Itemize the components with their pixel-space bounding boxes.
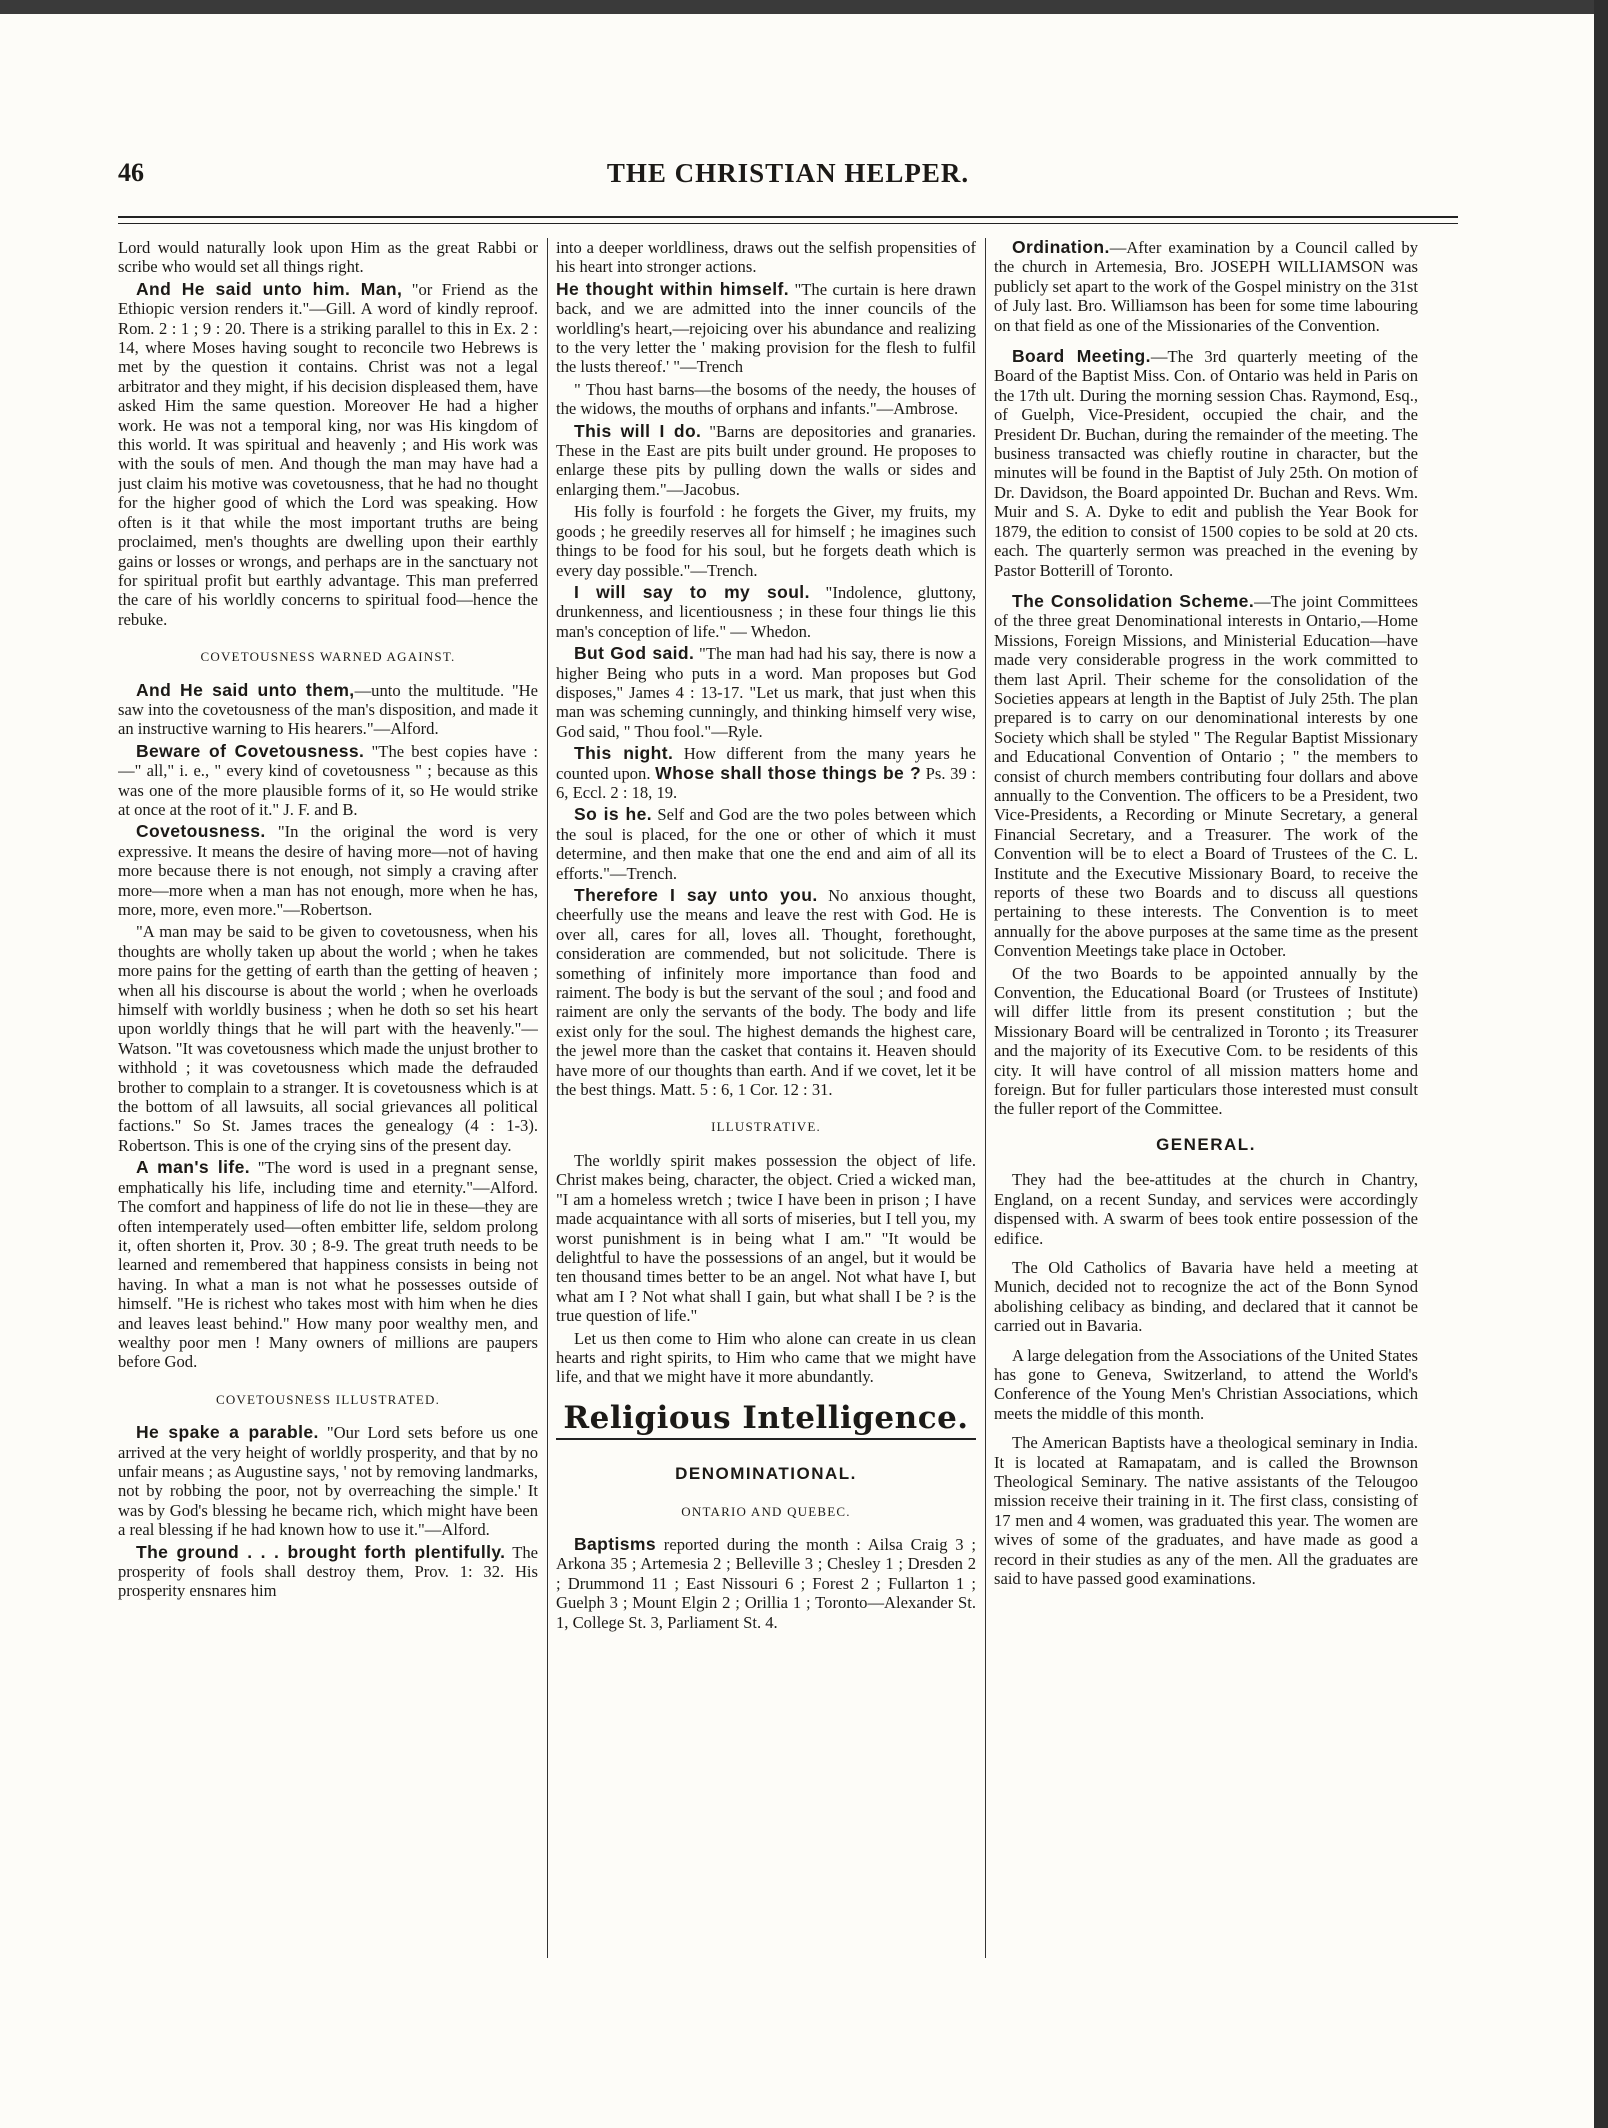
- paragraph: [556, 1535, 976, 1632]
- paragraph-lead: So is he.: [574, 804, 653, 825]
- section-heading: COVETOUSNESS ILLUSTRATED.: [215, 1391, 441, 1407]
- paragraph: The worldly spirit makes possession the object of life. Christ makes being, character, the object. Cried a wicked man, "I am a homeless wretch ; twice I have been in prison ; I have made acquaintance with all sorts of miseries, but I tell you, my worst punishment is in being what I am." "It would be delightful to have the possessions of an angel, but it would be ten thousand times better to be an angel. Not what have I, but what am I ? Not what shall I gain, but what shall I be ? is the true question of life.": [556, 1150, 976, 1326]
- paragraph: [118, 1158, 538, 1371]
- paragraph-text: No anxious thought, cheerfully use the means and leave the rest with God. He is over all, cares for all, loves all. Thought, forethought, consideration are commended, but not solicitude. There is something of infinitely more importance than food and raiment. The body is but the servant of the soul ; and food and raiment are only the servants of the body. The body and life exist only for the soul. The highest demands the highest care, the jewel more than the casket that contains it. Heaven should have more of our thoughts than earth. And if we covet, let it be the best things. Matt. 5 : 6, 1 Cor. 12 : 31.: [556, 886, 976, 1100]
- paragraph: [118, 681, 538, 739]
- paragraph-text: Ps. 39 : 6, Eccl. 2 : 18, 19.: [556, 763, 976, 802]
- paragraph: [118, 280, 538, 629]
- paragraph-lead: Beware of Covetousness.: [136, 740, 365, 761]
- paragraph: [556, 744, 976, 802]
- paragraph-lead: He thought within himself.: [556, 278, 790, 299]
- paragraph: Let us then come to Him who alone can create in us clean hearts and right spirits, to Him who came that we might have life, and that we might have it more abundantly.: [556, 1328, 976, 1387]
- paragraph-text: —The 3rd quarterly meeting of the Board of the Baptist Miss. Con. of Ontario was held in Paris on the 17th ult. During the morning session Chas. Raymond, Esq., of Guelph, Vice-President, occupied the chair, and the President Dr. Buchan, during the remainder of the meeting. The business transacted was chiefly routine in character, but the minutes will be found in the Baptist of July 25th. On motion of Dr. Davidson, the Board appointed Dr. Buchan and Revs. Wm. Muir and S. A. Dyke to edit and publish the Year Book for 1879, the edition to consist of 1500 copies to be sold at 20 cts. each. The quarterly sermon was preached in the evening by Pastor Botterill of Toronto.: [994, 347, 1418, 580]
- paragraph: [994, 347, 1418, 580]
- denominational-heading: DENOMINATIONAL.: [675, 1464, 857, 1484]
- paragraph: Lord would naturally look upon Him as the great Rabbi or scribe who would set all things right.: [118, 238, 538, 277]
- paragraph-text: "Our Lord sets before us one arrived at the very height of worldly prosperity, and that by no unfair means ; as Augustine says, ' not by removing landmarks, not by robbing the poor, not by overreaching the simple.' It was by God's blessing he became rich, which might have been a real blessing if he had known how to use it."—Alford.: [118, 1423, 538, 1540]
- paragraph: [556, 886, 976, 1099]
- paragraph: [556, 280, 976, 377]
- paragraph-lead: Baptisms: [574, 1533, 656, 1554]
- scan-right-edge: [1594, 0, 1608, 2128]
- paragraph-lead: The Consolidation Scheme.: [1012, 590, 1255, 611]
- paragraph: "A man may be said to be given to covetousness, when his thoughts are wholly taken up about the world ; when he takes more pains for the getting of earth than the getting of heaven ; when all his discourse is about the world ; when he overloads himself with worldly business ; when he doth so set his heart upon worldly things that he will part with the heavenly."—Watson. "It was covetousness which made the unjust brother to withhold ; it was covetousness which made the defrauded brother to complain to a stranger. It is covetousness which is at the bottom of all lawsuits, all social grievances all political factions." So St. James traces the genealogy (4 : 1-3). Robertson. This is one of the crying sins of the present day.: [118, 922, 538, 1155]
- paragraph-text: "The curtain is here drawn back, and we are admitted into the inner councils of the worldling's heart,—rejoicing over his abundance and realizing to the very letter the ' making provision for the flesh to fulfil the lusts thereof.' "—Trench: [556, 279, 976, 377]
- paragraph: [556, 644, 976, 741]
- paragraph: [994, 238, 1418, 335]
- paragraph: They had the bee-attitudes at the church in Chantry, England, on a recent Sunday, and services were accordingly dispensed with. A swarm of bees took entire possession of the edifice.: [994, 1170, 1418, 1248]
- paragraph: [118, 822, 538, 919]
- paragraph-text: Self and God are the two poles between which the soul is placed, for the one or other of which it must determine, and then make that one the end and aim of all its efforts."—Trench.: [556, 805, 976, 883]
- paragraph-lead: I will say to my soul.: [574, 581, 810, 602]
- paragraph: His folly is fourfold : he forgets the Giver, my fruits, my goods ; he greedily reserves all for himself ; he imagines such things to be food for his soul, but he forgets death which is every day possible."—Trench.: [556, 502, 976, 580]
- section-heading: COVETOUSNESS WARNED AGAINST.: [200, 649, 456, 665]
- paragraph-lead: And He said unto him. Man,: [136, 278, 403, 299]
- section-heading: ILLUSTRATIVE.: [711, 1119, 821, 1135]
- section-rule: [556, 1438, 976, 1440]
- paragraph: [994, 592, 1418, 961]
- paragraph-text: "Indolence, gluttony, drunkenness, and licentiousness ; in these four things lie this man's conception of life." — Whedon.: [556, 582, 976, 641]
- running-title: THE CHRISTIAN HELPER.: [606, 158, 970, 188]
- column-3: [994, 238, 1418, 1978]
- paragraph-lead: Therefore I say unto you.: [574, 885, 818, 905]
- column-1: [118, 238, 538, 1978]
- paragraph: The Old Catholics of Bavaria have held a meeting at Munich, decided not to recognize the act of the Bonn Synod abolishing celibacy as binding, and declared that it cannot be carried out in Bavaria.: [994, 1257, 1418, 1336]
- paragraph: Of the two Boards to be appointed annually by the Convention, the Educational Board (or Trustees of Institute) will differ little from its present constitution ; but the Missionary Board will be centralized in Toronto ; its Treasurer and the majority of its Executive Com. to be residents of this city. It will have control of all mission matters home and foreign. But for fuller particulars those interested must consult the fuller report of the Committee.: [994, 963, 1418, 1119]
- religious-intelligence-heading: Religious Intelligence.: [563, 1399, 969, 1436]
- paragraph-text: "or Friend as the Ethiopic version renders it."—Gill. A word of kindly reproof. Rom. 2 : 1 ; 9 : 20. There is a striking parallel to this in Ex. 2 : 14, where Moses having sought to reconcile two Hebrews is met by the question it contains. Christ was not a legal arbitrator and they might, if his decision displeased them, have asked Him the same question. Moreover He had a higher work. He was not a temporal king, nor was His kingdom of this world. It was spiritual and heavenly ; and His work was with the souls of men. And though the man may have had a just claim his motive was covetousness, that he had no thought for the higher good of which the Lord was speaking. How often is it that while the most important truths are being proclaimed, men's thoughts are dwelling upon their earthly gains or losses or wrongs, and perhaps are in the sanctuary not for spiritual profit but earthly advantage. This man preferred the care of his worldly concerns to spiritual food—hence the rebuke.: [118, 279, 538, 629]
- subsection-heading: ONTARIO AND QUEBEC.: [681, 1503, 851, 1519]
- paragraph-lead: The ground . . . brought forth plentifully.: [136, 1541, 506, 1562]
- paragraph: into a deeper worldliness, draws out the selfish propensities of his heart into stronger actions.: [556, 238, 976, 277]
- scan-top-edge: [0, 0, 1608, 14]
- paragraph-lead: He spake a parable.: [136, 1422, 319, 1443]
- paragraph-lead: And He said unto them,: [136, 679, 355, 700]
- header-rule: [118, 216, 1458, 218]
- paragraph-text: "Barns are depositories and granaries. These in the East are pits built under ground. He proposes to enlarge these pits by pulling down the walls or sides and enlarging them."—Jacobus.: [556, 421, 976, 499]
- paragraph-lead: A man's life.: [136, 1157, 250, 1178]
- page-number: 46: [118, 158, 144, 187]
- column-divider-1: [547, 238, 548, 1958]
- paragraph: [556, 422, 976, 500]
- paragraph-text: "The best copies have :—" all," i. e., " every kind of covetousness " ; because as this was one of the more plausible forms of it, so He would strike at once at the root of it." J. F. and B.: [118, 741, 538, 819]
- paragraph-text: "The word is used in a pregnant sense, emphatically his life, including time and eternity."—Alford. The comfort and happiness of life do not lie in these—they are often intemperately used—often embitter life, seldom prolong it, often shorten it, Prov. 30 ; 8-9. The great truth needs to be learned and remembered that happiness consists in being not having. In what a man is not what he possesses outside of himself. "He is richest who takes most with him when he dies and leaves least behind." How many poor wealthy men, and wealthy poor men ! Many owners of millions are paupers before God.: [118, 1158, 538, 1372]
- paragraph: [556, 805, 976, 883]
- column-2: [556, 238, 976, 1978]
- paragraph: [118, 1543, 538, 1601]
- paragraph-text: —unto the multitude. "He saw into the covetousness of the man's disposition, and made it an instructive warning to His hearers."—Alford.: [118, 680, 538, 739]
- paragraph: The American Baptists have a theological seminary in India. It is located at Ramapatam, and is called the Brownson Theological Seminary. The native assistants of the Telougoo mission receive their training in it. The first class, consisting of 17 men and 4 women, was graduated this year. The women are wives of some of the graduates, and have made as good a record in their studies as any of the men. All the graduates are said to have passed good examinations.: [994, 1433, 1418, 1588]
- paragraph: " Thou hast barns—the bosoms of the needy, the houses of the widows, the mouths of orphans and infants."—Ambrose.: [556, 379, 976, 419]
- column-divider-2: [985, 238, 986, 1958]
- header-rule-thin: [118, 223, 1458, 224]
- paragraph-text: The prosperity of fools shall destroy them, Prov. 1: 32. His prosperity ensnares him: [118, 1542, 538, 1601]
- paragraph: [556, 583, 976, 641]
- paragraph-lead: Covetousness.: [136, 821, 266, 842]
- paragraph-lead: Ordination.: [1012, 238, 1110, 257]
- paragraph-lead: This will I do.: [574, 420, 702, 441]
- paragraph-text: reported during the month : Ailsa Craig 3 ; Arkona 35 ; Artemesia 2 ; Belleville 3 ; Chesley 1 ; Dresden 2 ; Drummond 11 ; East Nissouri 6 ; Forest 2 ; Fullarton 1 ; Guelph 3 ; Mount Elgin 2 ; Orillia 1 ; Toronto—Alexander St. 1, College St. 3, Parliament St. 4.: [556, 1534, 976, 1632]
- paragraph-text: —The joint Committees of the three great Denominational interests in Ontario,—Home Missions, Foreign Missions, and Ministerial Education—have made very considerable progress in the work committed to them last April. Their scheme for the consolidation of the Societies appears at length in the Baptist of July 25th. The plan prepared is to carry on our denominational interests by one Society which shall be styled " The Regular Baptist Missionary and Educational Convention of Ontario ; " the members to consist of church members contributing four dollars and above annually to the Convention. The officers to be a President, two Vice-Presidents, a Recording or Minute Secretary, a general Financial Secretary, and a Treasurer. The work of the Convention will be to elect a Board of Trustees of the C. L. Institute and the Executive Missionary Board, to receive the reports of these two Boards and to discuss all questions pertaining to these interests. The Convention is to meet annually for the above purposes at the same time as the present Convention Meetings take place in October.: [994, 591, 1418, 961]
- paragraph-lead: This night.: [574, 743, 674, 764]
- paragraph-text: How different from the many years he counted upon.: [556, 744, 976, 783]
- paragraph: [118, 1423, 538, 1539]
- general-heading: GENERAL.: [1156, 1134, 1256, 1154]
- paragraph-text: —After examination by a Council called by the church in Artemesia, Bro. JOSEPH WILLIAMSON was publicly set apart to the work of the Gospel ministry on the 31st of July last. Bro. Williamson has been for some time labouring on that field as one of the Missionaries of the Convention.: [994, 238, 1418, 335]
- page-header: [118, 158, 1458, 198]
- paragraph: A large delegation from the Associations of the United States has gone to Geneva, Switzerland, to attend the World's Conference of the Young Men's Christian Associations, which meets the middle of this month.: [994, 1345, 1418, 1423]
- paragraph-lead: Board Meeting.: [1012, 346, 1151, 367]
- paragraph-text: "In the original the word is very expressive. It means the desire of having more—not of having more because there is not enough, not simply a craving after more—more when a man has not enough, more when he has, more, more, even more."—Robertson.: [118, 822, 538, 919]
- paragraph-lead: Whose shall those things be ?: [655, 762, 922, 783]
- paragraph-lead: But God said.: [574, 643, 695, 664]
- paragraph: [118, 742, 538, 820]
- paragraph-text: "The man had had his say, there is now a higher Being who puts in a word. Man proposes but God disposes," James 4 : 13-17. "Let us mark, that just when this man was scheming cunningly, and thinking himself very wise, God said, " Thou fool."—Ryle.: [556, 644, 976, 741]
